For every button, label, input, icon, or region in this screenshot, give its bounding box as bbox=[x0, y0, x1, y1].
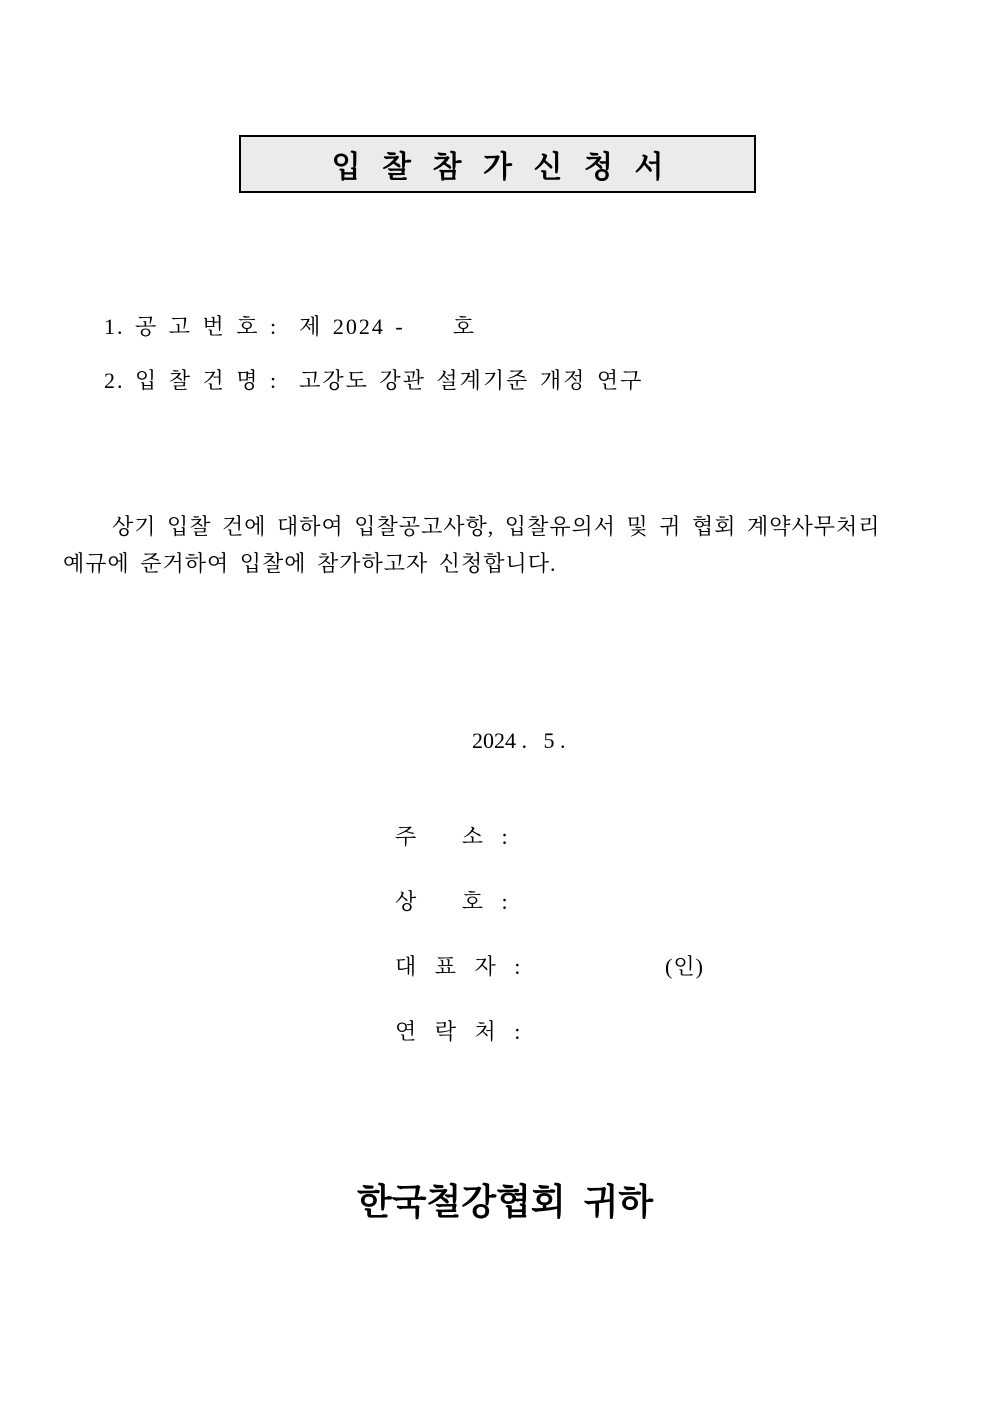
contact-label: 연 락 처 : bbox=[395, 1019, 526, 1044]
bid-name-line: 2. 입 찰 건 명 : 고강도 강관 설계기준 개정 연구 bbox=[104, 368, 644, 393]
recipient-line: 한국철강협회 귀하 bbox=[357, 1182, 654, 1222]
date-line: 2024 . 5 . bbox=[472, 728, 566, 753]
notice-number-line: 1. 공 고 번 호 : 제 2024 - 호 bbox=[104, 314, 476, 339]
company-label: 상 호 : bbox=[395, 889, 513, 914]
body-paragraph bbox=[63, 508, 929, 582]
applicant-fields bbox=[395, 822, 704, 1082]
body-line-2: 예규에 준거하여 입찰에 참가하고자 신청합니다. bbox=[63, 551, 557, 576]
address-label: 주 소 : bbox=[395, 824, 513, 849]
field-row-representative bbox=[395, 952, 704, 982]
notice-items bbox=[104, 312, 643, 420]
document-title: 입 찰 참 가 신 청 서 bbox=[331, 151, 671, 184]
field-row-company bbox=[395, 887, 525, 917]
title-box bbox=[239, 135, 756, 193]
field-row-contact bbox=[395, 1017, 525, 1047]
seal-mark: (인) bbox=[665, 954, 704, 979]
body-line-1: 상기 입찰 건에 대하여 입찰공고사항, 입찰유의서 및 귀 협회 계약사무처리 bbox=[112, 514, 881, 539]
representative-label: 대 표 자 : bbox=[395, 954, 526, 979]
field-row-address bbox=[395, 822, 525, 852]
